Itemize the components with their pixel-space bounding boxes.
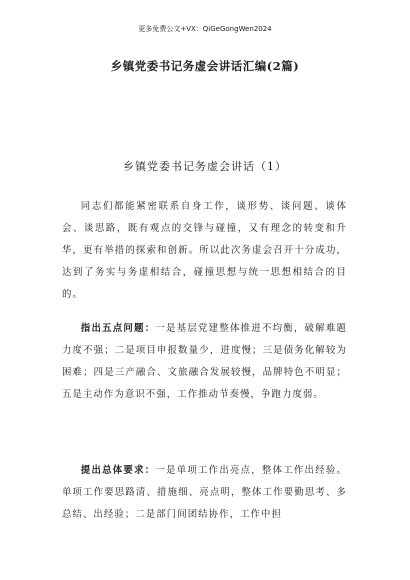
header-note: 更多免费公文+VX：QiGeGongWen2024 [138,25,272,33]
paragraph-lead: 指出五点问题： [80,323,156,334]
section-title: 乡镇党委书记务虚会讲话（1） [123,160,287,173]
paragraph-3 [62,460,347,526]
paragraph-1 [62,196,347,306]
document-title: 乡镇党委书记务虚会讲话汇编(2篇) [110,59,300,73]
paragraph-text: 一是单项工作出亮点，整体工作出经验。单项工作要思路清、措施细、亮点明，整体工作要勤思考、多总结、出经验；二是部门间团结协作，工作中担 [62,465,347,520]
paragraph-text: 一是基层党建整体推进不均衡，破解难题力度不强；二是项目申报数量少，进度慢；三是债务化解较为困难；四是三产融合、文旅融合发展较慢，品牌特色不明显；五是主动作为意识不强，工作推动节奏慢，争跑力度弱。 [62,323,347,400]
paragraph-text: 同志们都能紧密联系自身工作，谈形势、谈问题、谈体会、谈思路，既有观点的交锋与碰撞，又有理念的转变和升华，更有举措的探索和创新。所以此次务虚会召开十分成功，达到了务实与务虚相结合，碰撞思想与统一思想相结合的目的。 [62,201,347,300]
paragraph-lead: 提出总体要求： [80,465,156,476]
paragraph-2 [62,318,347,406]
